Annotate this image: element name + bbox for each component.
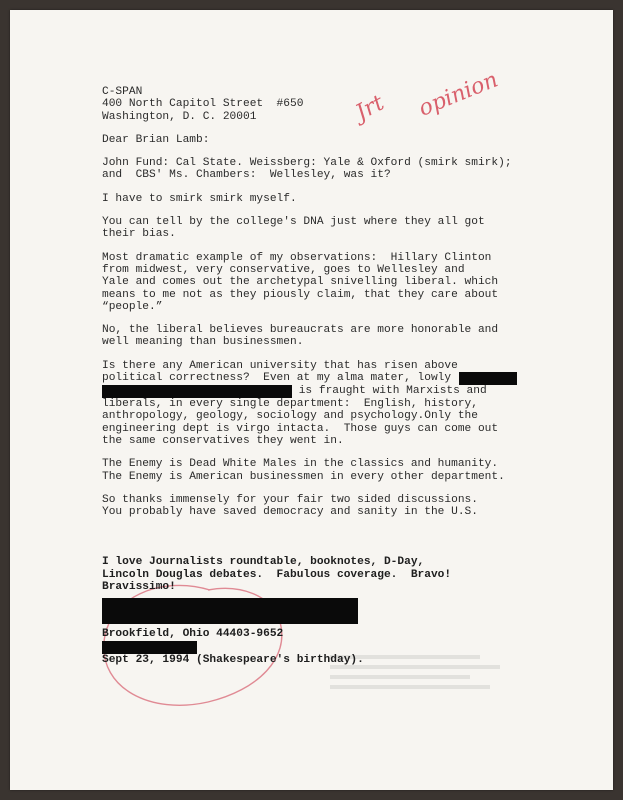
text-line: liberals, in every single department: English, history,: [102, 398, 478, 411]
text-segment: political correctness? Even at my alma mater, lowly: [102, 372, 452, 385]
redaction-bar: [102, 385, 292, 398]
text-line: I have to smirk smirk myself.: [102, 192, 297, 205]
text-segment: is fraught with Marxists and: [292, 385, 487, 398]
closing-remarks: [102, 556, 532, 593]
text-line: John Fund: Cal State. Weissberg: Yale & Oxford (smirk smirk);: [102, 157, 512, 170]
text-line: anthropology, geology, sociology and psychology.Only the: [102, 410, 478, 423]
paragraph: [102, 360, 532, 447]
address-line: 400 North Capitol Street #650: [102, 98, 304, 111]
text-line-with-redaction: [102, 385, 532, 398]
redaction-bar: [102, 641, 197, 654]
text-line: Is there any American university that has risen above: [102, 359, 458, 372]
address-line: C-SPAN: [102, 86, 143, 98]
paragraph: [102, 157, 532, 182]
text-line: “people.”: [102, 300, 163, 313]
text-line: You can tell by the college's DNA just where they all got: [102, 216, 485, 229]
annotation-line-1: Jrt: [351, 90, 389, 126]
redaction-bar: [102, 598, 358, 624]
paragraph: [102, 458, 532, 483]
text-line: Most dramatic example of my observations: Hillary Clinton: [102, 251, 492, 264]
paragraph: [102, 252, 532, 313]
paragraph: [102, 494, 532, 519]
paragraph: [102, 193, 532, 205]
text-line-with-redaction: [102, 372, 532, 385]
text-line: well meaning than businessmen.: [102, 336, 304, 349]
text-line: means to me not as they piously claim, that they care about: [102, 288, 499, 301]
paragraph: [102, 324, 532, 349]
text-line: I love Journalists roundtable, booknotes, D-Day,: [102, 556, 425, 569]
address-line: Washington, D. C. 20001: [102, 110, 257, 123]
letter-body: [102, 86, 532, 666]
text-line: No, the liberal believes bureaucrats are more honorable and: [102, 324, 499, 337]
text-line: their bias.: [102, 228, 176, 241]
salutation: Dear Brian Lamb:: [102, 133, 210, 146]
text-line: So thanks immensely for your fair two sided discussions.: [102, 493, 478, 506]
text-line: from midwest, very conservative, goes to Wellesley and: [102, 263, 465, 276]
text-line: engineering dept is virgo intacta. Those guys can come out: [102, 422, 499, 435]
text-line: Bravissimo!: [102, 581, 176, 594]
text-line: the same conservatives they went in.: [102, 434, 344, 447]
text-line: You probably have saved democracy and sanity in the U.S.: [102, 506, 478, 519]
text-line: Lincoln Douglas debates. Fabulous coverage. Bravo!: [102, 568, 452, 581]
text-line: The Enemy is Dead White Males in the classics and humanity.: [102, 458, 499, 471]
text-line: and CBS' Ms. Chambers: Wellesley, was it?: [102, 169, 391, 182]
text-line: Yale and comes out the archetypal snivelling liberal. which: [102, 276, 499, 289]
redaction-bar: [459, 372, 517, 385]
paragraph: [102, 216, 532, 241]
text-line: The Enemy is American businessmen in every other department.: [102, 470, 505, 483]
recipient-address: [102, 86, 532, 123]
signature-date: Sept 23, 1994 (Shakespeare's birthday).: [102, 653, 364, 666]
signature-city: Brookfield, Ohio 44403-9652: [102, 628, 284, 641]
letter-page: [10, 10, 613, 790]
annotation-line-2: opinion: [415, 67, 502, 122]
